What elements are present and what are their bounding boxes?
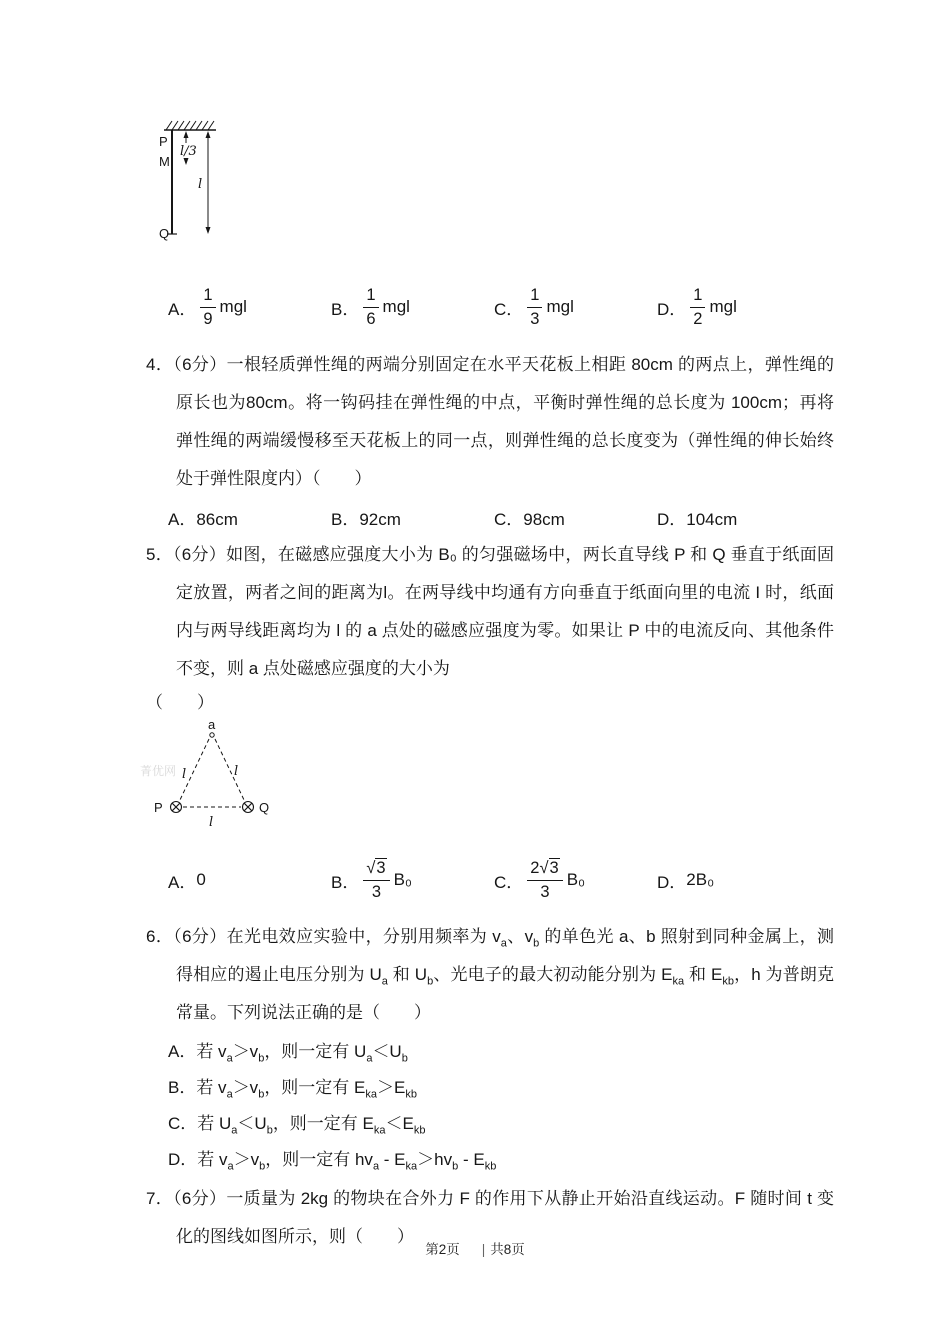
q4-option-b: [331, 505, 494, 530]
page-footer: [0, 1238, 950, 1258]
option-value: 0: [196, 870, 206, 889]
radicand: 3: [376, 858, 386, 877]
option-suffix: B₀: [393, 870, 412, 889]
q6-option-b: B．若 $v_a>v_b$，则一定有 $E_{ka}>E_{kb}$: [168, 1078, 417, 1101]
q5-option-d: [657, 868, 714, 893]
dashed-line-a-to-q: [215, 739, 245, 802]
option-letter: D．: [657, 872, 687, 892]
q3-options-row: [146, 284, 834, 330]
label-l: l: [198, 177, 203, 192]
q5-options-row: [146, 854, 834, 906]
q3-option-b: [331, 286, 494, 329]
fraction-denominator: 2: [693, 309, 703, 328]
q4-option-d: [657, 505, 737, 530]
option-label: C．98cm: [494, 509, 565, 529]
current-into-page-symbol-p: [171, 802, 182, 813]
option-suffix: B₀: [566, 870, 586, 889]
label-p: P: [159, 134, 168, 149]
question-body: （6分）一质量为 2kg 的物块在合外力 F 的作用下从静止开始沿直线运动。F 随时间 t 变化的图线如图所示，则（ ）: [173, 1189, 834, 1246]
option-letter: B．: [331, 299, 360, 319]
option-label: D．104cm: [657, 509, 738, 529]
label-l-bottom: l: [209, 815, 214, 830]
option-letter: A．: [168, 872, 197, 892]
radical-sign: √: [539, 858, 549, 877]
label-m: M: [159, 154, 170, 169]
ceiling-hatch: [166, 121, 214, 130]
q3-option-a: [168, 286, 331, 329]
option-letter: D．: [657, 299, 687, 319]
fraction: [527, 859, 562, 902]
fraction: [690, 286, 705, 329]
question-number: 5．: [146, 545, 174, 564]
fraction-numerator: [527, 859, 562, 881]
footer-divider: |: [481, 1242, 486, 1257]
coefficient: 2: [530, 858, 540, 877]
q4-option-a: [168, 505, 331, 530]
current-into-page-symbol-q: [243, 802, 254, 813]
q6-option-c: C．若 $U_a<U_b$，则一定有 $E_{ka}<E_{kb}$: [168, 1114, 426, 1137]
option-suffix: mgl: [709, 297, 737, 316]
label-l-right: l: [234, 764, 239, 779]
fraction: [363, 859, 389, 902]
question-body: （6分）如图，在磁感应强度大小为 B₀ 的匀强磁场中，两长直导线 P 和 Q 垂直于纸面固定放置，两者之间的距离为l。在两导线中均通有方向垂直于纸面向里的电流 I 时，纸面内与两导线距离均为 l 的 a 点处的磁感应强度为零。如果让 P 中的电流反向、其他条件不变，则 a 点处磁感应强度的大小为: [173, 545, 834, 678]
q6-option-d: D．若 $v_a>v_b$，则一定有 $hv_a - E_{ka}>hv_b - E_{kb}$: [168, 1150, 497, 1173]
q3-option-c: [494, 286, 657, 329]
q6-options-list: [146, 1034, 834, 1178]
page-total: 共8页: [490, 1242, 525, 1257]
label-p: P: [154, 800, 163, 815]
option-letter: B．: [331, 872, 360, 892]
option-label: A．86cm: [168, 509, 238, 529]
label-l-third: l/3: [180, 144, 197, 159]
q4-option-c: [494, 505, 657, 530]
fraction-numerator: [363, 859, 389, 881]
label-a: a: [208, 718, 216, 732]
q3-rope-figure: [158, 118, 834, 248]
question-6-text: [146, 918, 834, 1032]
question-number: 6．: [146, 927, 174, 946]
fraction-denominator: 6: [366, 309, 376, 328]
fraction-numerator: 1: [200, 286, 215, 308]
watermark: 菁优网: [140, 764, 177, 778]
option-label: B．92cm: [331, 509, 401, 529]
question-4-text: [146, 346, 834, 498]
fraction: [363, 286, 378, 329]
question-body: （6分）在光电效应实验中，分别用频率为 $v_a$、$v_b$ 的单色光 a、b 照射到同种金属上，测得相应的遏止电压分别为 $U_a$ 和 $U_b$、光电子的最大初动能分别为 $E_{ka}$ 和 $E_{kb}$，h 为普朗克常量。下列说法正确的是（ ）: [173, 927, 835, 1022]
label-l-left: l: [182, 767, 187, 782]
fraction-denominator: 3: [530, 309, 540, 328]
fraction-numerator: 1: [527, 286, 542, 308]
option-letter: A．: [168, 299, 197, 319]
q5-answer-blank: （ ）: [146, 693, 214, 712]
option-letter: C．: [494, 872, 524, 892]
option-suffix: mgl: [382, 297, 410, 316]
fraction: [527, 286, 542, 329]
option-suffix: mgl: [546, 297, 574, 316]
fraction: [200, 286, 215, 329]
option-letter: C．: [494, 299, 524, 319]
q5-wires-figure: [146, 718, 834, 830]
fraction-denominator: 9: [203, 309, 213, 328]
question-5-text: [146, 536, 834, 688]
question-number: 7．: [146, 1189, 174, 1208]
q4-options-row: [146, 498, 834, 536]
fraction-numerator: 1: [363, 286, 378, 308]
page-number: 第2页: [425, 1242, 460, 1257]
point-a-marker: [210, 733, 214, 737]
fraction-numerator: 1: [690, 286, 705, 308]
question-number: 4．: [146, 355, 174, 374]
page-content: [146, 118, 834, 1256]
radical-sign: √: [366, 858, 376, 877]
radicand: 3: [549, 858, 559, 877]
q6-option-a: A．若 $v_a>v_b$，则一定有 $U_a<U_b$: [168, 1042, 408, 1065]
fraction-denominator: 3: [540, 882, 550, 901]
l-full-arrow: [206, 131, 211, 234]
q5-option-c: [494, 859, 657, 902]
label-q: Q: [159, 226, 170, 241]
label-q: Q: [259, 800, 270, 815]
option-suffix: mgl: [219, 297, 247, 316]
q5-option-b: [331, 859, 494, 902]
question-body: （6分）一根轻质弹性绳的两端分别固定在水平天花板上相距 80cm 的两点上，弹性绳的原长也为80cm。将一钩码挂在弹性绳的中点，平衡时弹性绳的总长度为 100cm；再将弹性绳的两端缓慢移至天花板上的同一点，则弹性绳的总长度变为（弹性绳的伸长始终处于弹性限度内）（ ）: [173, 355, 834, 488]
q3-figure-svg: [158, 118, 222, 248]
option-value: 2B₀: [686, 870, 715, 889]
fraction-denominator: 3: [371, 882, 382, 901]
q5-option-a: [168, 868, 331, 893]
q3-option-d: [657, 286, 737, 329]
